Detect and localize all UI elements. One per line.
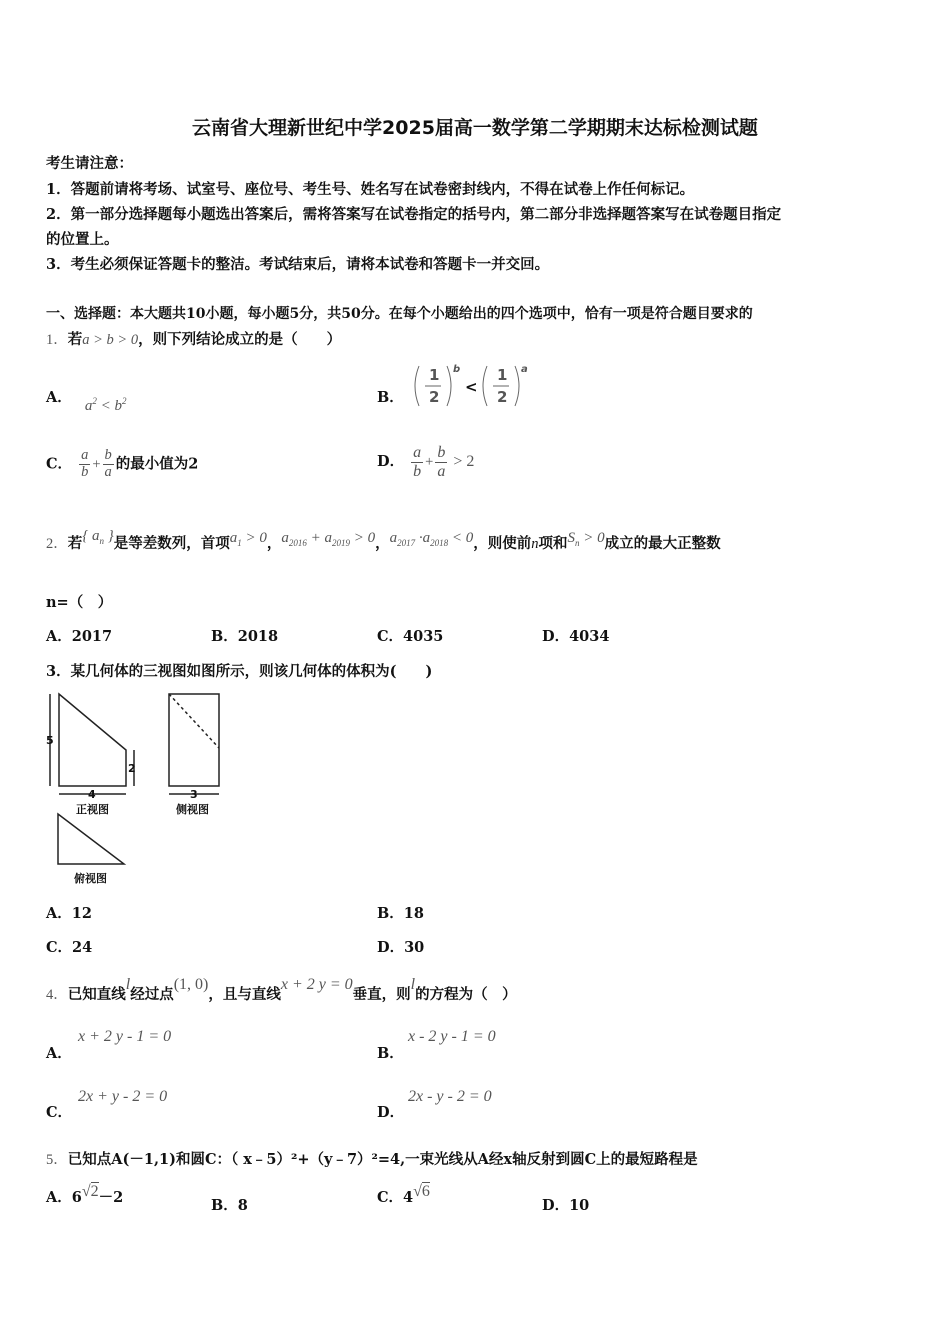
side-view-label: 侧视图: [176, 803, 209, 816]
q5-option-d[interactable]: D．10: [542, 1197, 590, 1214]
three-view-figure: [44, 688, 234, 888]
q4-option-c[interactable]: C．: [46, 1104, 73, 1121]
q1-option-d[interactable]: D． $\frac{a}{b}$ + $\frac{b}{a}$ > 2: [377, 444, 475, 480]
q1-option-b-formula: [409, 362, 529, 417]
q3-option-b[interactable]: B．18: [377, 905, 424, 922]
svg-text:1: 1: [428, 366, 440, 384]
q5-option-b[interactable]: B．8: [211, 1197, 248, 1214]
notice-item: 1．答题前请将考场、试室号、座位号、考生号、姓名写在试卷密封线内，不得在试卷上作任何标记。: [46, 181, 695, 198]
q1-option-b[interactable]: B． 1 2 1 2 b a <: [377, 362, 529, 417]
svg-text:2: 2: [428, 388, 440, 406]
svg-text:a: a: [520, 364, 528, 375]
q2-option-d[interactable]: D．4034: [542, 628, 610, 645]
svg-text:b: b: [452, 364, 460, 375]
q2-option-c[interactable]: C．4035: [377, 628, 444, 645]
svg-text:1: 1: [496, 366, 508, 384]
q4-option-a-formula: x + 2 y - 1 = 0: [78, 1028, 172, 1045]
q4-option-b-formula: x - 2 y - 1 = 0: [408, 1028, 496, 1045]
svg-text:<: <: [464, 378, 478, 396]
question-5: 5．已知点A(－1,1)和圆C：（ x﹣5）²+（y﹣7）²=4,一束光线从A经x轴反射到圆C上的最短路程是: [46, 1151, 698, 1168]
q4-option-d-formula: 2x - y - 2 = 0: [408, 1088, 492, 1105]
q2-option-a[interactable]: A．2017: [46, 628, 113, 645]
q4-option-b[interactable]: B．: [377, 1045, 404, 1062]
q2-line2: n=（ ）: [46, 594, 113, 611]
q1-option-c[interactable]: C． $\frac{a}{b}$ + $\frac{b}{a}$ 的最小值为2: [46, 447, 199, 480]
question-1: 1．若a > b > 0，则下列结论成立的是（ ）: [46, 331, 342, 348]
q2-option-b[interactable]: B．2018: [211, 628, 279, 645]
page-title: 云南省大理新世纪中学2025届高一数学第二学期期末达标检测试题: [192, 117, 758, 139]
dim-4: 4: [88, 788, 96, 801]
q4-option-c-formula: 2x + y - 2 = 0: [78, 1088, 168, 1105]
svg-text:2: 2: [496, 388, 508, 406]
question-3: 3．某几何体的三视图如图所示，则该几何体的体积为( ): [46, 663, 433, 680]
q5-option-a[interactable]: A．6√2－2: [46, 1183, 124, 1206]
top-view-label: 俯视图: [74, 872, 107, 885]
section-heading: 一、选择题：本大题共10小题，每小题5分，共50分。在每个小题给出的四个选项中，恰有一项是符合题目要求的: [46, 306, 753, 322]
q4-option-a[interactable]: A．: [46, 1045, 72, 1062]
q5-option-c[interactable]: C．4√6: [377, 1183, 430, 1206]
q3-option-c[interactable]: C．24: [46, 939, 93, 956]
question-4: 4．已知直线l经过点(1, 0)，且与直线x + 2 y = 0垂直，则l的方程为（ ）: [46, 976, 517, 1003]
dim-2: 2: [128, 762, 136, 775]
dim-5: 5: [46, 734, 54, 747]
q3-option-d[interactable]: D．30: [377, 939, 425, 956]
notice-item: 3．考生必须保证答题卡的整洁。考试结束后，请将本试卷和答题卡一并交回。: [46, 256, 550, 273]
question-2: 2．若{ $a_n$ }是等差数列，首项$a_1 > 0$，$a_{2016} + a_{2019} > 0$，$a_{2017} \cdot a_{2018} < 0$，则使前n项和$S_n > 0$成立的最大正整数: [46, 528, 721, 552]
q3-option-a[interactable]: A．12: [46, 905, 92, 922]
q4-option-d[interactable]: D．: [377, 1104, 405, 1121]
dim-3: 3: [190, 788, 198, 801]
notice-item: 2．第一部分选择题每小题选出答案后，需将答案写在试卷指定的括号内，第二部分非选择题答案写在试卷题目指定: [46, 206, 782, 223]
notice-item: 的位置上。: [46, 231, 119, 248]
q1-option-a[interactable]: A． $a^2 < b^2$: [46, 389, 127, 414]
front-view-label: 正视图: [76, 803, 109, 816]
notice-heading: 考生请注意：: [46, 155, 133, 172]
